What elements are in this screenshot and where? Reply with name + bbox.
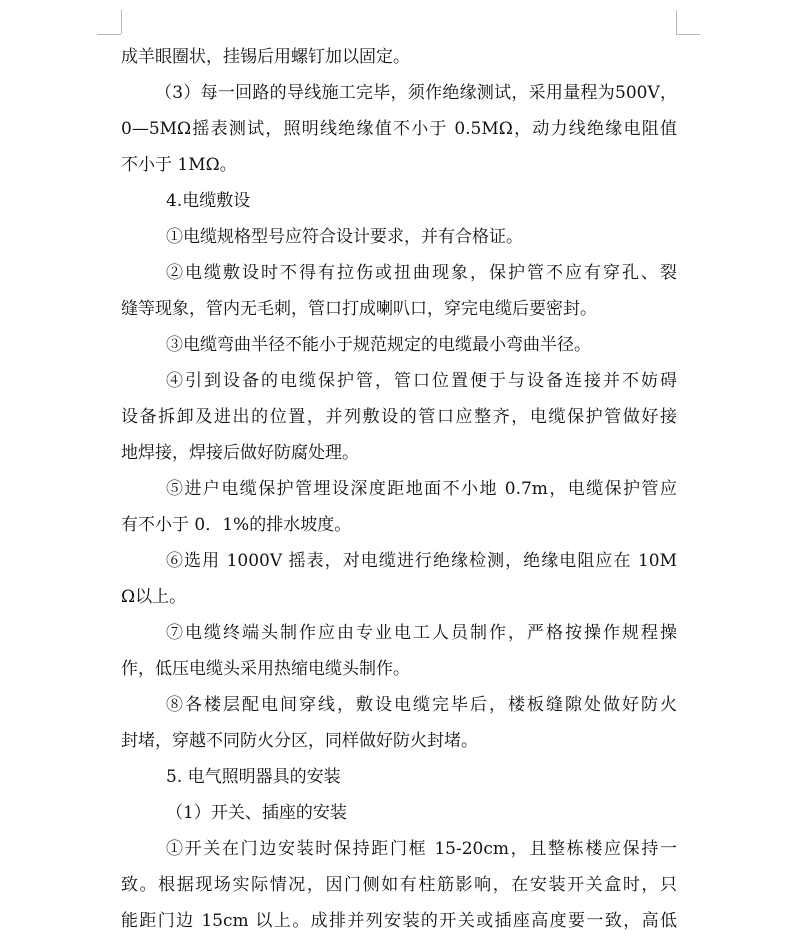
text-line: 0—5MΩ摇表测试，照明线绝缘值不小于 0.5MΩ，动力线绝缘电阻值 xyxy=(121,119,677,139)
text-line: ⑦电缆终端头制作应由专业电工人员制作，严格按操作规程操 xyxy=(166,623,677,643)
text-line: （3）每一回路的导线施工完毕，须作绝缘测试，采用量程为500V， xyxy=(155,83,677,103)
text-line: 设备拆卸及进出的位置，并列敷设的管口应整齐，电缆保护管做好接 xyxy=(121,407,677,427)
text-line: ②电缆敷设时不得有拉伤或扭曲现象，保护管不应有穿孔、裂 xyxy=(166,263,677,283)
text-line: 封堵，穿越不同防火分区，同样做好防火封堵。 xyxy=(121,731,478,751)
document-body xyxy=(121,39,677,939)
text-line: ①开关在门边安装时保持距门框 15-20cm，且整栋楼应保持一 xyxy=(166,839,677,859)
section-heading: 4.电缆敷设 xyxy=(166,191,251,211)
text-line: ③电缆弯曲半径不能小于规范规定的电缆最小弯曲半径。 xyxy=(166,335,591,355)
text-line: ⑥选用 1000V 摇表，对电缆进行绝缘检测，绝缘电阻应在 10M xyxy=(166,551,677,571)
text-line: 缝等现象，管内无毛刺，管口打成喇叭口，穿完电缆后要密封。 xyxy=(121,299,597,319)
text-line: 致。根据现场实际情况，因门侧如有柱筋影响，在安装开关盒时，只 xyxy=(121,875,677,895)
section-heading: 5. 电气照明器具的安装 xyxy=(166,767,341,787)
text-line: 有不小于 0．1%的排水坡度。 xyxy=(121,515,352,535)
text-line: 地焊接，焊接后做好防腐处理。 xyxy=(121,443,359,463)
text-line: 不小于 1MΩ。 xyxy=(121,155,237,175)
text-line: ④引到设备的电缆保护管，管口位置便于与设备连接并不妨碍 xyxy=(166,371,677,391)
text-line: ⑤进户电缆保护管埋设深度距地面不小地 0.7m，电缆保护管应 xyxy=(166,479,677,499)
text-line: 成羊眼圈状，挂锡后用螺钉加以固定。 xyxy=(121,47,410,67)
text-line: 能距门边 15cm 以上。成排并列安装的开关或插座高度要一致，高低 xyxy=(121,911,677,931)
text-line: ⑧各楼层配电间穿线，敷设电缆完毕后，楼板缝隙处做好防火 xyxy=(166,695,677,715)
text-line: 作，低压电缆头采用热缩电缆头制作。 xyxy=(121,659,410,679)
text-line: ①电缆规格型号应符合设计要求，并有合格证。 xyxy=(166,227,523,247)
text-line: Ω以上。 xyxy=(121,587,187,607)
subsection-heading: （1）开关、插座的安装 xyxy=(166,803,347,823)
